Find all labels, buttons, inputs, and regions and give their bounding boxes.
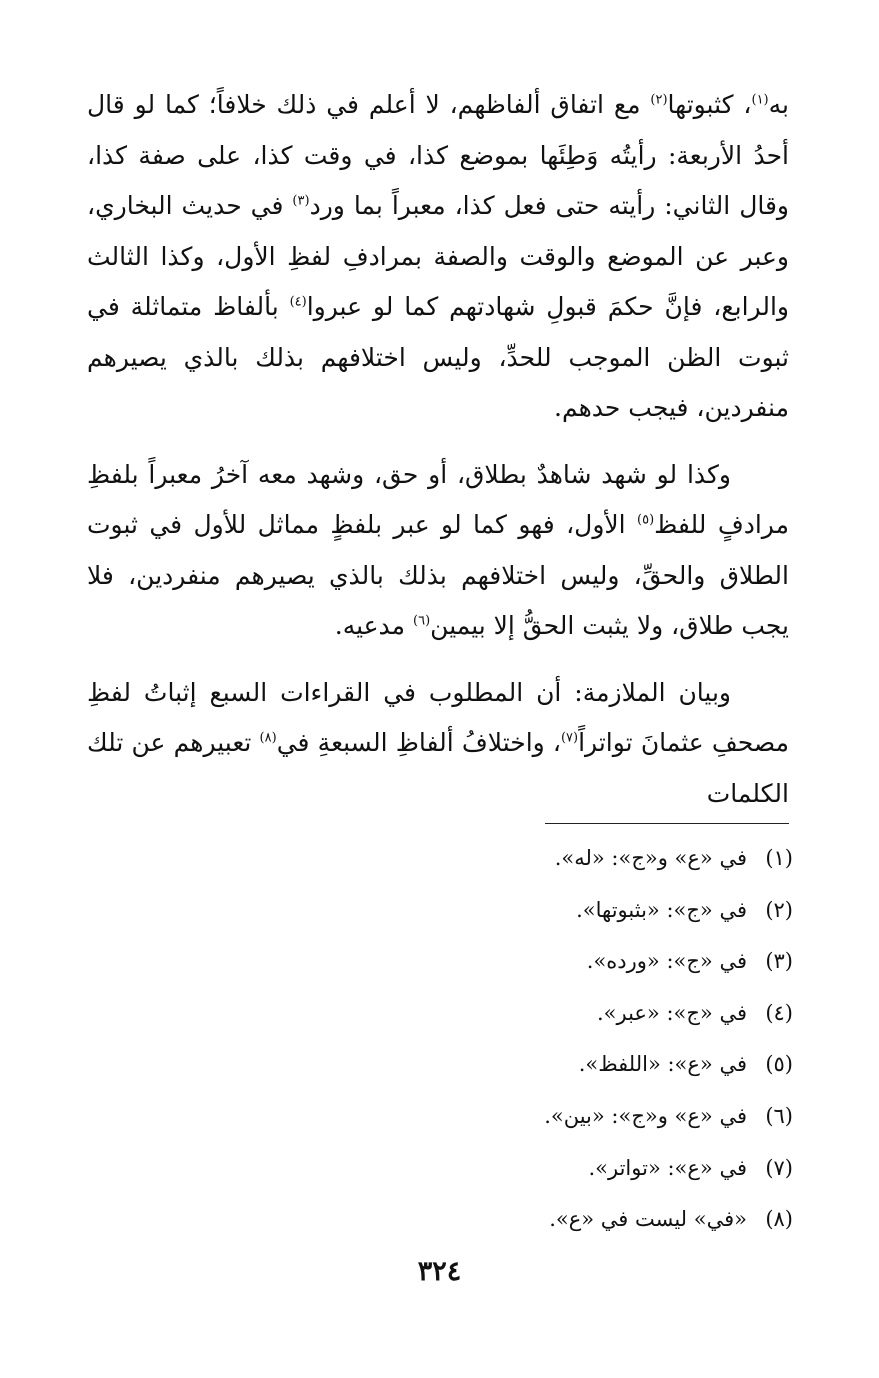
text-segment: تعبيرهم عن تلك الكلمات [87,728,789,808]
footnote-ref: (٦) [413,613,431,629]
footnote-text: في «ج»: «ورده». [586,949,747,974]
footnote-item [233,1148,793,1200]
main-text [87,80,789,819]
footnote-number: (٧) [765,1155,793,1180]
text-segment: مدعيه. [334,611,414,640]
footnote-number: (٥) [765,1052,793,1077]
text-segment: بألفاظ متماثلة في ثبوت الظن الموجب للحدِّ، وليس اختلافهم بذلك بالذي يصيرهم منفردين، فيجب حدهم. [87,292,789,422]
footnote-number: (١) [765,846,793,870]
footnote-text: «في» ليست في «ع». [549,1207,747,1232]
footnote-number: (٦) [765,1103,793,1128]
footnote-item [233,838,793,890]
footnote-item [233,941,793,993]
footnote-ref: (٧) [560,730,579,746]
footnote-number: (٢) [765,897,793,922]
text-segment: الأول، فهو كما لو عبر بلفظٍ مماثل للأول في ثبوت الطلاق والحقِّ، وليس اختلافهم بذلك بالذي يصيرهم منفردين، فلا يجب طلاق، ولا يثبت الحقُّ إلا بيمين [87,510,789,640]
text-segment: ، واختلافُ ألفاظِ السبعةِ في [276,728,561,757]
text-segment: ، كثبوتها [667,90,752,119]
footnote-number: (٨) [765,1207,793,1232]
text-segment: به [768,90,789,119]
footnote-text: في «ج»: «عبر». [596,1000,747,1025]
footnote-divider [545,823,789,824]
footnote-text: في «ع»: «اللفظ». [578,1052,747,1077]
footnote-ref: (٥) [637,512,655,528]
footnote-text: في «ج»: «بثبوتها». [576,897,747,922]
text-segment: وبيان الملازمة: أن المطلوب في القراءات السبع إثباتُ لفظِ مصحفِ عثمانَ تواتراً [87,677,789,757]
footnote-item [233,890,793,942]
text-segment: في حديث البخاري، وعبر عن الموضع والوقت والصفة بمرادفِ لفظِ الأول، وكذا الثالث والرابع، فإنَّ حكمَ قبولِ شهادتهم كما لو عبروا [87,191,789,321]
footnote-number: (٣) [765,949,793,974]
paragraph-2 [87,450,789,652]
footnote-ref: (٢) [650,92,668,108]
footnote-ref: (٨) [259,730,277,746]
text-segment: مع اتفاق ألفاظهم، لا أعلم في ذلك خلافاً؛ كما لو قال أحدُ الأربعة: رأيتُه وَطِئَها بموضع كذا، في وقت كذا، على صفة كذا، وقال الثاني: رأيته حتى فعل كذا، معبراً بما ورد [87,90,789,220]
footnote-item [233,993,793,1045]
footnotes-list [233,838,793,1251]
footnote-item [233,1044,793,1096]
text-segment: وكذا لو شهد شاهدٌ بطلاق، أو حق، وشهد معه آخرُ معبراً بلفظِ مرادفٍ للفظ [87,459,789,539]
footnote-text: في «ع»: «تواتر». [588,1155,747,1180]
footnote-number: (٤) [765,1000,793,1025]
page-number: ٣٢٤ [417,1256,462,1287]
footnote-item [233,1096,793,1148]
footnote-text: في «ع» و«ج»: «بين». [544,1103,747,1128]
footnote-item [233,1199,793,1251]
footnote-text: في «ع» و«ج»: «له». [554,846,747,870]
paragraph-1 [87,80,789,434]
footnote-ref: (٤) [289,294,307,310]
footnote-ref: (١) [751,92,769,108]
paragraph-3 [87,668,789,820]
footnote-ref: (٣) [292,193,310,209]
